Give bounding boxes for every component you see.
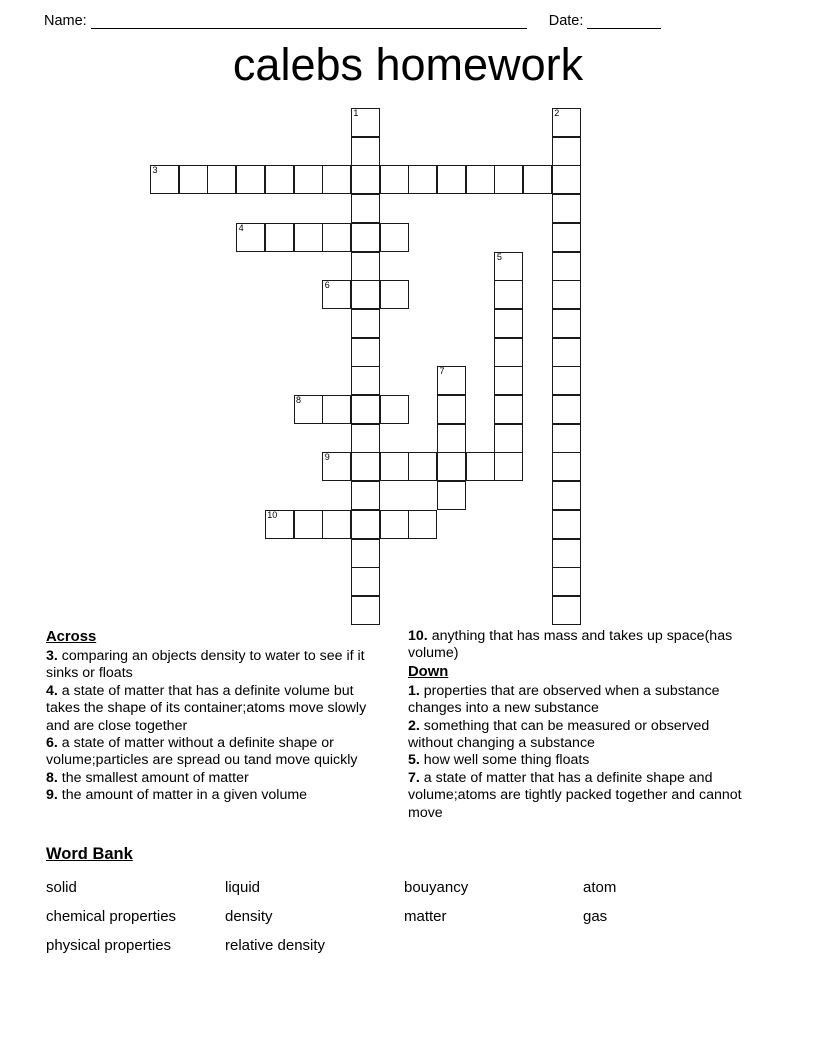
crossword-cell[interactable]: [437, 395, 466, 424]
crossword-cell[interactable]: [351, 338, 380, 367]
crossword-cell[interactable]: [322, 165, 351, 194]
cell-number: 4: [238, 222, 244, 233]
crossword-cell[interactable]: [351, 165, 380, 194]
crossword-cell[interactable]: [351, 481, 380, 510]
cell-number: 3: [152, 165, 158, 176]
clue-text: the amount of matter in a given volume: [61, 787, 308, 804]
cell-number: 9: [324, 452, 330, 463]
clue-text: a state of matter that has a definite shape and volume;atoms are tightly packed together and cannot move: [408, 769, 742, 821]
date-write-in-line[interactable]: [587, 14, 661, 29]
crossword-cell[interactable]: [494, 280, 523, 309]
crossword-cell[interactable]: [380, 510, 409, 539]
crossword-cell[interactable]: [437, 452, 466, 481]
cell-number: 6: [324, 280, 330, 291]
word-bank-item: density: [225, 908, 273, 925]
crossword-cell[interactable]: [351, 395, 380, 424]
clue-text: a state of matter without a definite shape or volume;particles are spread ou tand move quickly: [46, 735, 358, 769]
word-bank-item: atom: [583, 879, 617, 896]
crossword-cell[interactable]: [408, 510, 437, 539]
clue-number: 5.: [408, 752, 420, 769]
crossword-cell[interactable]: [351, 223, 380, 252]
crossword-cell[interactable]: [351, 280, 380, 309]
cell-number: 5: [496, 251, 502, 262]
word-bank-item: gas: [583, 908, 608, 925]
word-bank-item: physical properties: [46, 937, 172, 954]
crossword-cell[interactable]: [552, 165, 581, 194]
clue-across-9: [46, 787, 391, 804]
clue-across-4: [46, 683, 391, 735]
crossword-cell[interactable]: [294, 165, 323, 194]
crossword-cell[interactable]: [494, 395, 523, 424]
crossword-cell[interactable]: [408, 452, 437, 481]
across-heading: Across: [46, 629, 97, 645]
crossword-cell[interactable]: [322, 223, 351, 252]
crossword-cell[interactable]: [265, 223, 294, 252]
crossword-cell[interactable]: [380, 223, 409, 252]
clue-text: comparing an objects density to water to see if it sinks or floats: [46, 648, 365, 682]
page-title: calebs homework: [232, 39, 584, 90]
crossword-cell[interactable]: [552, 510, 581, 539]
crossword-cell[interactable]: [380, 395, 409, 424]
clues-column-right: [408, 628, 758, 822]
clue-number: 6.: [46, 735, 58, 752]
clue-across-10: [408, 628, 758, 663]
crossword-cell[interactable]: [552, 194, 581, 223]
crossword-cell[interactable]: [236, 223, 265, 252]
crossword-cell[interactable]: [265, 510, 294, 539]
crossword-cell[interactable]: [380, 452, 409, 481]
crossword-cell[interactable]: [552, 280, 581, 309]
name-label: Name:: [44, 13, 87, 29]
clue-text: anything that has mass and takes up space(has volume): [408, 628, 733, 662]
crossword-cell[interactable]: [466, 452, 495, 481]
crossword-cell[interactable]: [351, 539, 380, 568]
crossword-cell[interactable]: [552, 424, 581, 453]
crossword-cell[interactable]: [150, 165, 179, 194]
crossword-cell[interactable]: [351, 137, 380, 166]
clue-text: properties that are observed when a substance changes into a new substance: [408, 682, 720, 717]
clue-down-5: [408, 752, 758, 769]
crossword-grid: [150, 108, 610, 628]
name-write-in-line[interactable]: [91, 14, 527, 29]
clue-number: 2.: [408, 717, 420, 734]
crossword-cell[interactable]: [351, 252, 380, 281]
crossword-cell[interactable]: [351, 452, 380, 481]
clue-number: 8.: [46, 769, 58, 786]
crossword-cell[interactable]: [494, 366, 523, 395]
clue-number: 9.: [46, 787, 58, 804]
crossword-cell[interactable]: [552, 309, 581, 338]
crossword-cell[interactable]: [437, 165, 466, 194]
clue-across-8: [46, 770, 391, 787]
clues-column-left: [46, 628, 391, 805]
crossword-cell[interactable]: [322, 395, 351, 424]
crossword-cell[interactable]: [494, 338, 523, 367]
date-label: Date:: [548, 13, 584, 29]
crossword-cell[interactable]: [552, 567, 581, 596]
crossword-cell[interactable]: [552, 137, 581, 166]
crossword-cell[interactable]: [494, 452, 523, 481]
crossword-cell[interactable]: [351, 194, 380, 223]
word-bank-item: chemical properties: [46, 908, 177, 925]
crossword-cell[interactable]: [380, 165, 409, 194]
crossword-cell[interactable]: [437, 481, 466, 510]
crossword-cell[interactable]: [408, 165, 437, 194]
crossword-cell[interactable]: [494, 424, 523, 453]
word-bank-item: matter: [404, 908, 447, 925]
crossword-cell[interactable]: [552, 366, 581, 395]
crossword-cell[interactable]: [351, 424, 380, 453]
cell-number: 7: [439, 366, 445, 377]
crossword-cell[interactable]: [552, 252, 581, 281]
word-bank-item: [404, 931, 583, 960]
clue-number: 3.: [46, 648, 58, 664]
word-bank-row: [46, 873, 766, 902]
word-bank-item: bouyancy: [404, 879, 469, 896]
clue-number: 7.: [408, 769, 420, 786]
word-bank-row: [46, 902, 766, 931]
crossword-cell[interactable]: [351, 366, 380, 395]
crossword-cell[interactable]: [494, 252, 523, 281]
cell-number: 10: [267, 509, 278, 520]
clue-text: a state of matter that has a definite volume but takes the shape of its container;atoms move slowly and are close together: [46, 682, 367, 734]
crossword-cell[interactable]: [437, 424, 466, 453]
crossword-cell[interactable]: [437, 366, 466, 395]
crossword-cell[interactable]: [552, 539, 581, 568]
clue-down-7: [408, 770, 758, 822]
word-bank-item: liquid: [225, 879, 261, 896]
crossword-cell[interactable]: [265, 165, 294, 194]
clue-text: the smallest amount of matter: [61, 769, 249, 786]
cell-number: 2: [554, 108, 560, 118]
name-date-bar: [0, 0, 816, 30]
word-bank-row: [46, 931, 766, 960]
clue-across-6: [46, 735, 391, 770]
crossword-cell[interactable]: [523, 165, 552, 194]
word-bank-item: solid: [46, 879, 77, 896]
crossword-cell[interactable]: [351, 567, 380, 596]
down-heading: Down: [408, 663, 449, 680]
crossword-cell[interactable]: [552, 452, 581, 481]
clue-number: 4.: [46, 682, 58, 699]
crossword-cell[interactable]: [494, 165, 523, 194]
clue-across-3: [46, 648, 391, 683]
crossword-cell[interactable]: [552, 108, 581, 137]
clue-text: something that can be measured or observed without changing a substance: [408, 717, 710, 752]
crossword-cell[interactable]: [351, 510, 380, 539]
word-bank-heading: Word Bank: [46, 845, 133, 863]
clue-down-2: [408, 718, 758, 753]
cell-number: 1: [353, 108, 359, 118]
crossword-cell[interactable]: [552, 338, 581, 367]
crossword-cell[interactable]: [494, 309, 523, 338]
crossword-cell[interactable]: [552, 223, 581, 252]
crossword-cell[interactable]: [380, 280, 409, 309]
word-bank-item: [583, 931, 762, 960]
crossword-cell[interactable]: [322, 452, 351, 481]
crossword-cell[interactable]: [466, 165, 495, 194]
crossword-cell[interactable]: [552, 481, 581, 510]
clue-text: how well some thing floats: [423, 752, 590, 769]
clue-down-1: [408, 683, 758, 718]
crossword-cell[interactable]: [294, 510, 323, 539]
crossword-cell[interactable]: [179, 165, 208, 194]
crossword-cell[interactable]: [294, 223, 323, 252]
crossword-cell[interactable]: [322, 280, 351, 309]
crossword-cell[interactable]: [351, 108, 380, 137]
clue-number: 1.: [408, 682, 420, 699]
crossword-cell[interactable]: [552, 395, 581, 424]
crossword-cell[interactable]: [351, 596, 380, 625]
word-bank-item: relative density: [225, 937, 326, 954]
crossword-cell[interactable]: [236, 165, 265, 194]
word-bank-section: [46, 843, 766, 960]
clue-number: 10.: [408, 628, 428, 644]
crossword-cell[interactable]: [207, 165, 236, 194]
crossword-cell[interactable]: [322, 510, 351, 539]
crossword-cell[interactable]: [294, 395, 323, 424]
cell-number: 8: [296, 395, 302, 405]
clues-section: [0, 628, 816, 833]
crossword-cell[interactable]: [351, 309, 380, 338]
crossword-cell[interactable]: [552, 596, 581, 625]
